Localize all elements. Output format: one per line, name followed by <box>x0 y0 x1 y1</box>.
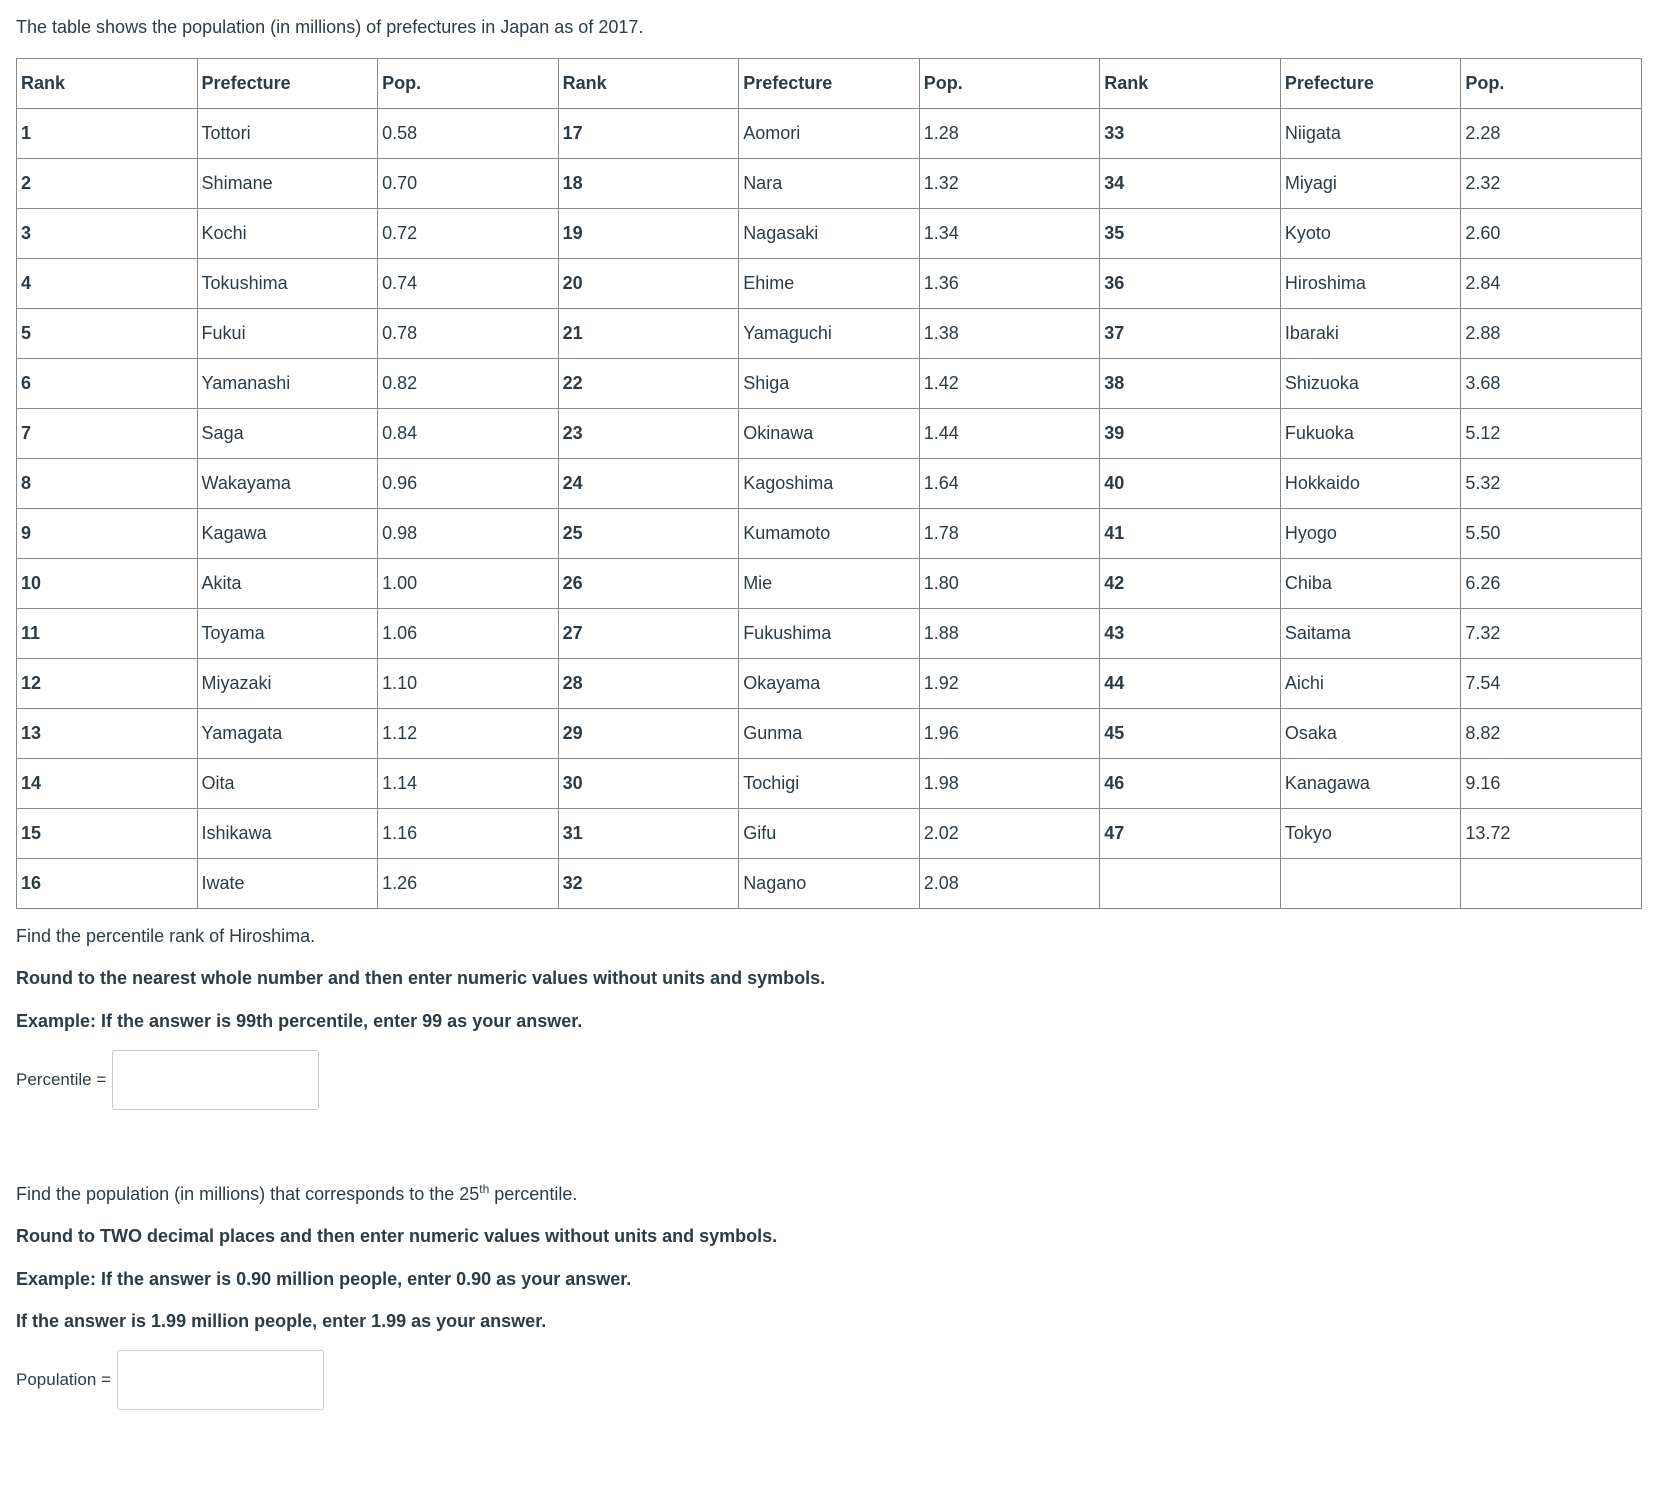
prefecture-cell: Saga <box>197 409 378 459</box>
rank-cell: 5 <box>17 309 198 359</box>
question1-example: Example: If the answer is 99th percentile, enter 99 as your answer. <box>16 1011 583 1031</box>
rank-cell: 42 <box>1100 559 1281 609</box>
prefecture-cell <box>1280 859 1461 909</box>
prefecture-cell: Hyogo <box>1280 509 1461 559</box>
pop-cell: 2.08 <box>919 859 1100 909</box>
rank-cell: 14 <box>17 759 198 809</box>
table-row <box>17 109 1642 159</box>
table-row <box>17 859 1642 909</box>
table-row <box>17 659 1642 709</box>
prefecture-cell: Kumamoto <box>739 509 920 559</box>
prefecture-cell: Miyazaki <box>197 659 378 709</box>
prefecture-cell: Shizuoka <box>1280 359 1461 409</box>
rank-cell: 19 <box>558 209 739 259</box>
question2-prompt <box>16 1183 577 1205</box>
pop-cell: 5.12 <box>1461 409 1642 459</box>
prefecture-cell: Fukuoka <box>1280 409 1461 459</box>
pop-cell: 9.16 <box>1461 759 1642 809</box>
prefecture-cell: Nagasaki <box>739 209 920 259</box>
pop-cell: 6.26 <box>1461 559 1642 609</box>
prefecture-cell: Ibaraki <box>1280 309 1461 359</box>
prefecture-cell: Toyama <box>197 609 378 659</box>
column-header: Prefecture <box>1280 59 1461 109</box>
pop-cell: 5.50 <box>1461 509 1642 559</box>
percentile-input[interactable] <box>112 1050 319 1110</box>
rank-cell: 10 <box>17 559 198 609</box>
percentile-label: Percentile = <box>16 1070 107 1089</box>
pop-cell: 0.78 <box>378 309 559 359</box>
pop-cell: 1.92 <box>919 659 1100 709</box>
rank-cell: 24 <box>558 459 739 509</box>
prefecture-cell: Oita <box>197 759 378 809</box>
rank-cell: 37 <box>1100 309 1281 359</box>
prefecture-cell: Tottori <box>197 109 378 159</box>
question1-instruction: Round to the nearest whole number and then enter numeric values without units and symbols. <box>16 968 826 988</box>
pop-cell: 2.88 <box>1461 309 1642 359</box>
prefecture-cell: Kochi <box>197 209 378 259</box>
pop-cell: 5.32 <box>1461 459 1642 509</box>
pop-cell: 0.72 <box>378 209 559 259</box>
rank-cell: 15 <box>17 809 198 859</box>
rank-cell: 20 <box>558 259 739 309</box>
rank-cell: 43 <box>1100 609 1281 659</box>
rank-cell: 41 <box>1100 509 1281 559</box>
prefecture-cell: Osaka <box>1280 709 1461 759</box>
prefecture-cell: Hokkaido <box>1280 459 1461 509</box>
prefecture-cell: Niigata <box>1280 109 1461 159</box>
prefecture-cell: Kagawa <box>197 509 378 559</box>
prefecture-cell: Okinawa <box>739 409 920 459</box>
pop-cell: 13.72 <box>1461 809 1642 859</box>
rank-cell: 9 <box>17 509 198 559</box>
ordinal-suffix: th <box>479 1182 490 1196</box>
column-header: Rank <box>17 59 198 109</box>
pop-cell: 0.98 <box>378 509 559 559</box>
rank-cell: 47 <box>1100 809 1281 859</box>
question2-example-second: If the answer is 1.99 million people, enter 1.99 as your answer. <box>16 1311 547 1331</box>
rank-cell: 39 <box>1100 409 1281 459</box>
table-row <box>17 359 1642 409</box>
pop-cell: 2.28 <box>1461 109 1642 159</box>
prefecture-cell: Mie <box>739 559 920 609</box>
rank-cell: 3 <box>17 209 198 259</box>
pop-cell: 1.10 <box>378 659 559 709</box>
pop-cell: 1.44 <box>919 409 1100 459</box>
rank-cell: 27 <box>558 609 739 659</box>
pop-cell: 0.74 <box>378 259 559 309</box>
table-row <box>17 159 1642 209</box>
prefecture-cell: Saitama <box>1280 609 1461 659</box>
prefecture-cell: Kyoto <box>1280 209 1461 259</box>
pop-cell: 1.12 <box>378 709 559 759</box>
population-input[interactable] <box>117 1350 324 1410</box>
rank-cell: 18 <box>558 159 739 209</box>
table-row <box>17 509 1642 559</box>
question1-prompt: Find the percentile rank of Hiroshima. <box>16 926 316 946</box>
prefecture-cell: Tokyo <box>1280 809 1461 859</box>
prefecture-cell: Ehime <box>739 259 920 309</box>
rank-cell: 34 <box>1100 159 1281 209</box>
question2-example: Example: If the answer is 0.90 million people, enter 0.90 as your answer. <box>16 1269 632 1289</box>
table-row <box>17 759 1642 809</box>
table-row <box>17 709 1642 759</box>
pop-cell: 7.32 <box>1461 609 1642 659</box>
pop-cell: 1.38 <box>919 309 1100 359</box>
rank-cell: 32 <box>558 859 739 909</box>
pop-cell: 1.28 <box>919 109 1100 159</box>
prefecture-cell: Iwate <box>197 859 378 909</box>
pop-cell: 2.32 <box>1461 159 1642 209</box>
prefecture-cell: Shimane <box>197 159 378 209</box>
pop-cell: 7.54 <box>1461 659 1642 709</box>
prefecture-cell: Wakayama <box>197 459 378 509</box>
prefecture-cell: Shiga <box>739 359 920 409</box>
pop-cell: 1.42 <box>919 359 1100 409</box>
rank-cell: 31 <box>558 809 739 859</box>
prefecture-cell: Hiroshima <box>1280 259 1461 309</box>
column-header: Pop. <box>919 59 1100 109</box>
pop-cell: 1.64 <box>919 459 1100 509</box>
table-row <box>17 609 1642 659</box>
pop-cell: 1.78 <box>919 509 1100 559</box>
rank-cell: 6 <box>17 359 198 409</box>
prefecture-cell: Fukushima <box>739 609 920 659</box>
pop-cell: 0.96 <box>378 459 559 509</box>
rank-cell: 17 <box>558 109 739 159</box>
prefecture-cell: Akita <box>197 559 378 609</box>
column-header: Prefecture <box>739 59 920 109</box>
pop-cell: 2.02 <box>919 809 1100 859</box>
prefecture-cell: Yamaguchi <box>739 309 920 359</box>
rank-cell: 8 <box>17 459 198 509</box>
rank-cell: 22 <box>558 359 739 409</box>
rank-cell: 16 <box>17 859 198 909</box>
prefecture-cell: Ishikawa <box>197 809 378 859</box>
question2-prompt-text: Find the population (in millions) that corresponds to the 25 <box>16 1184 480 1204</box>
question2-instruction: Round to TWO decimal places and then enter numeric values without units and symbols. <box>16 1226 778 1246</box>
prefecture-cell: Miyagi <box>1280 159 1461 209</box>
rank-cell: 45 <box>1100 709 1281 759</box>
column-header: Pop. <box>1461 59 1642 109</box>
prefecture-cell: Okayama <box>739 659 920 709</box>
pop-cell: 2.60 <box>1461 209 1642 259</box>
rank-cell: 12 <box>17 659 198 709</box>
population-label: Population = <box>16 1370 111 1389</box>
table-row <box>17 409 1642 459</box>
rank-cell: 2 <box>17 159 198 209</box>
pop-cell: 1.96 <box>919 709 1100 759</box>
pop-cell: 1.26 <box>378 859 559 909</box>
percentile-answer-row <box>16 1050 319 1110</box>
rank-cell: 30 <box>558 759 739 809</box>
rank-cell: 21 <box>558 309 739 359</box>
column-header: Pop. <box>378 59 559 109</box>
pop-cell: 0.70 <box>378 159 559 209</box>
table-row <box>17 809 1642 859</box>
column-header: Rank <box>1100 59 1281 109</box>
table-row <box>17 459 1642 509</box>
prefecture-cell: Chiba <box>1280 559 1461 609</box>
rank-cell: 33 <box>1100 109 1281 159</box>
pop-cell: 2.84 <box>1461 259 1642 309</box>
table-row <box>17 209 1642 259</box>
rank-cell: 29 <box>558 709 739 759</box>
intro-text: The table shows the population (in millions) of prefectures in Japan as of 2017. <box>16 17 644 37</box>
pop-cell: 1.16 <box>378 809 559 859</box>
table-header-row <box>17 59 1642 109</box>
pop-cell: 1.06 <box>378 609 559 659</box>
prefecture-cell: Nara <box>739 159 920 209</box>
table-row <box>17 259 1642 309</box>
column-header: Rank <box>558 59 739 109</box>
prefecture-cell: Tokushima <box>197 259 378 309</box>
table-row <box>17 559 1642 609</box>
prefecture-cell: Aomori <box>739 109 920 159</box>
rank-cell: 4 <box>17 259 198 309</box>
population-answer-row <box>16 1350 324 1410</box>
rank-cell <box>1100 859 1281 909</box>
rank-cell: 40 <box>1100 459 1281 509</box>
pop-cell: 1.34 <box>919 209 1100 259</box>
pop-cell: 1.36 <box>919 259 1100 309</box>
pop-cell: 1.98 <box>919 759 1100 809</box>
prefecture-cell: Fukui <box>197 309 378 359</box>
prefecture-cell: Yamagata <box>197 709 378 759</box>
prefecture-cell: Gunma <box>739 709 920 759</box>
pop-cell: 0.84 <box>378 409 559 459</box>
prefecture-cell: Kagoshima <box>739 459 920 509</box>
rank-cell: 38 <box>1100 359 1281 409</box>
question2-prompt-end: percentile. <box>489 1184 578 1204</box>
rank-cell: 23 <box>558 409 739 459</box>
prefecture-cell: Kanagawa <box>1280 759 1461 809</box>
rank-cell: 7 <box>17 409 198 459</box>
prefecture-cell: Tochigi <box>739 759 920 809</box>
pop-cell: 1.88 <box>919 609 1100 659</box>
rank-cell: 46 <box>1100 759 1281 809</box>
pop-cell <box>1461 859 1642 909</box>
pop-cell: 1.80 <box>919 559 1100 609</box>
rank-cell: 13 <box>17 709 198 759</box>
pop-cell: 8.82 <box>1461 709 1642 759</box>
prefecture-cell: Gifu <box>739 809 920 859</box>
rank-cell: 1 <box>17 109 198 159</box>
table-body <box>17 109 1642 909</box>
rank-cell: 35 <box>1100 209 1281 259</box>
pop-cell: 0.82 <box>378 359 559 409</box>
pop-cell: 1.14 <box>378 759 559 809</box>
column-header: Prefecture <box>197 59 378 109</box>
rank-cell: 36 <box>1100 259 1281 309</box>
population-table <box>16 58 1642 909</box>
prefecture-cell: Nagano <box>739 859 920 909</box>
pop-cell: 1.32 <box>919 159 1100 209</box>
prefecture-cell: Yamanashi <box>197 359 378 409</box>
pop-cell: 3.68 <box>1461 359 1642 409</box>
rank-cell: 11 <box>17 609 198 659</box>
pop-cell: 1.00 <box>378 559 559 609</box>
table-row <box>17 309 1642 359</box>
rank-cell: 25 <box>558 509 739 559</box>
rank-cell: 26 <box>558 559 739 609</box>
rank-cell: 44 <box>1100 659 1281 709</box>
rank-cell: 28 <box>558 659 739 709</box>
pop-cell: 0.58 <box>378 109 559 159</box>
prefecture-cell: Aichi <box>1280 659 1461 709</box>
